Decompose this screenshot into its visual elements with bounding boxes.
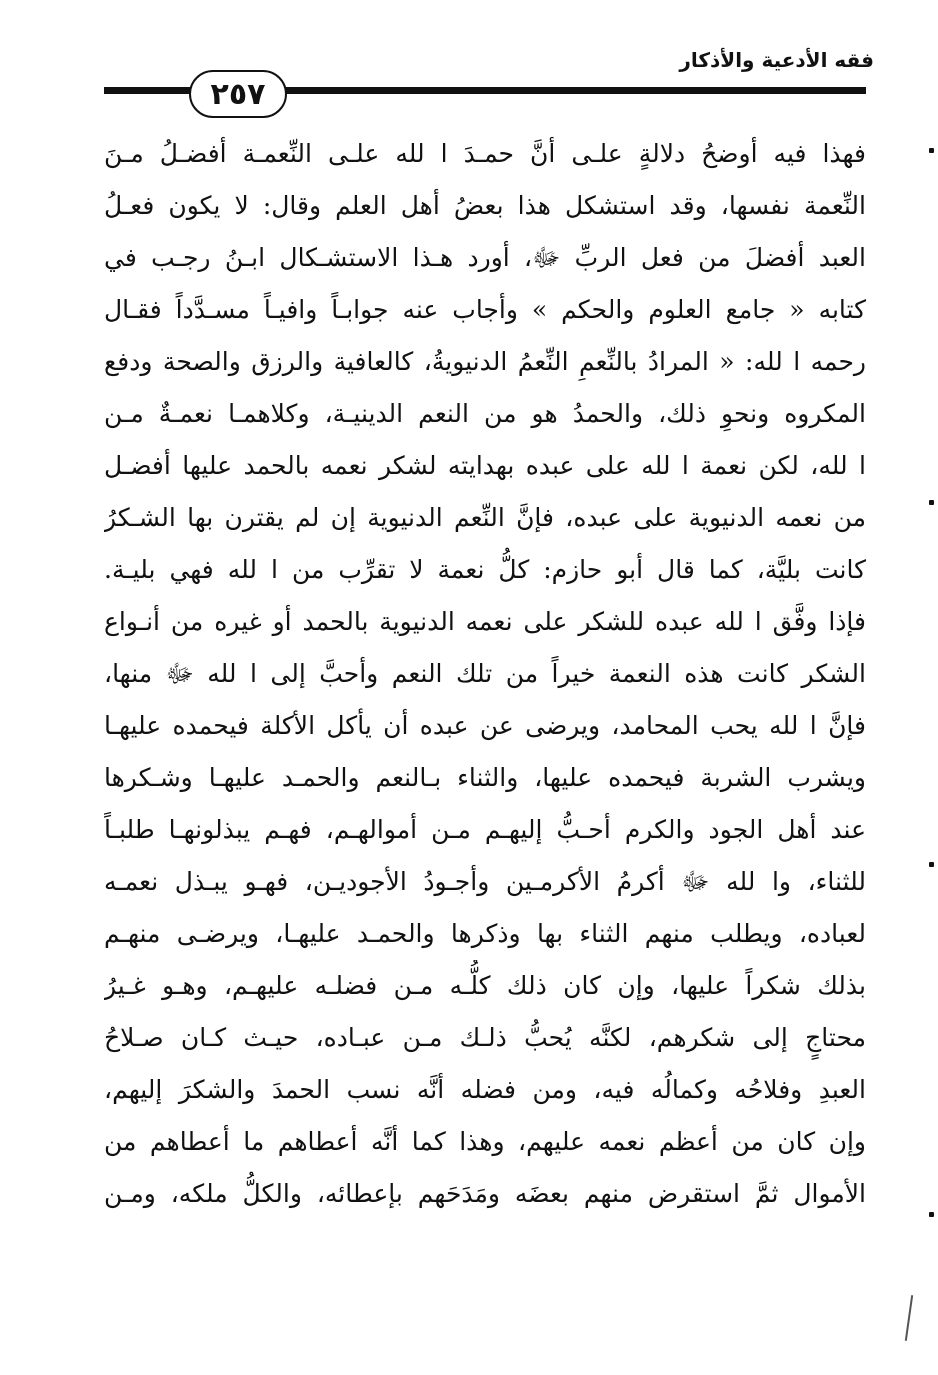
text-line: رحمه ا لله: « المرادُ بالنِّعمِ النِّعمُ الدنيويةُ، كالعافية والرزق والصحة ودفع (104, 347, 866, 376)
text-line: الشكر كانت هذه النعمة خيراً من تلك النعم وأحبَّ إلى ا لله ﷻ منها، (104, 659, 866, 688)
text-line: النِّعمة نفسها، وقد استشكل هذا بعضُ أهل العلم وقال: لا يكون فعـلُ (104, 191, 866, 220)
text-line: فإذا وفَّق ا لله عبده للشكر على نعمه الدنيوية بالحمد أو غيره من أنـواع (104, 607, 866, 636)
page-number: ٢٥٧ (189, 70, 287, 118)
text-line: الأموال ثمَّ استقرض منهم بعضَه ومَدَحَهم بإعطائه، والكلُّ ملكه، ومـن (104, 1179, 866, 1208)
margin-mark (929, 862, 934, 867)
margin-mark (929, 1212, 934, 1217)
text-line: المكروه ونحوِ ذلك، والحمدُ هو من النعم الدينيـة، وكلاهمـا نعمـةٌ مـن (104, 399, 866, 428)
text-line: محتاجٍ إلى شكرهم، لكنَّه يُحبُّ ذلـك مـن عبـاده، حيـث كـان صـلاحُ (104, 1023, 866, 1052)
text-line: وإن كان من أعظم نعمه عليهم، وهذا كما أنَّه أعطاهم ما أعطاهم من (104, 1127, 866, 1156)
text-line: العبدِ وفلاحُه وكمالُه فيه، ومن فضله أنَّه نسب الحمدَ والشكرَ إليهم، (104, 1075, 866, 1104)
body-text (104, 128, 866, 1220)
margin-mark (929, 148, 934, 153)
text-line: كتابه « جامع العلوم والحكم » وأجاب عنه جوابـاً وافيـاً مسـدَّداً فقـال (104, 295, 866, 324)
text-line: فإنَّ ا لله يحب المحامد، ويرضى عن عبده أن يأكل الأكلة فيحمده عليهـا (104, 711, 866, 740)
text-line: من نعمه الدنيوية على عبده، فإنَّ النِّعم الدنيوية إن لم يقترن بها الشـكرُ (104, 503, 866, 532)
text-line: ويشرب الشربة فيحمده عليها، والثناء بـالنعم والحمـد عليهـا وشـكرها (104, 763, 866, 792)
text-line: بذلك شكراً عليها، وإن كان ذلك كلُّـه مـن فضلـه عليهـم، وهـو غـيرُ (104, 971, 866, 1000)
running-title: فقه الأدعية والأذكار (679, 48, 874, 72)
text-line: كانت بليَّة، كما قال أبو حازم: كلُّ نعمة لا تقرِّب من ا لله فهي بليـة. (104, 555, 866, 584)
text-line: العبد أفضلَ من فعل الربِّ ﷻ، أورد هـذا الاستشـكال ابـنُ رجـب في (104, 243, 866, 272)
text-line: ا لله، لكن نعمة ا لله على عبده بهدايته لشكر نعمه بالحمد عليها أفضـل (104, 451, 866, 480)
text-line: لعباده، ويطلب منهم الثناء بها وذكرها والحمـد عليهـا، ويرضـى منهـم (104, 919, 866, 948)
corner-stroke (905, 1295, 913, 1341)
text-line: للثناء، وا لله ﷻ أكرمُ الأكرمـين وأجـودُ الأجوديـن، فهـو يبـذل نعمـه (104, 867, 866, 896)
margin-mark (929, 500, 934, 505)
text-line: فهذا فيه أوضحُ دلالةٍ علـى أنَّ حمـدَ ا لله علـى النِّعمـة أفضـلُ مـنَ (104, 139, 866, 168)
text-line: عند أهل الجود والكرم أحـبُّ إليهـم مـن أموالهـم، فهـم يبذلونهـا طلبـاً (104, 815, 866, 844)
